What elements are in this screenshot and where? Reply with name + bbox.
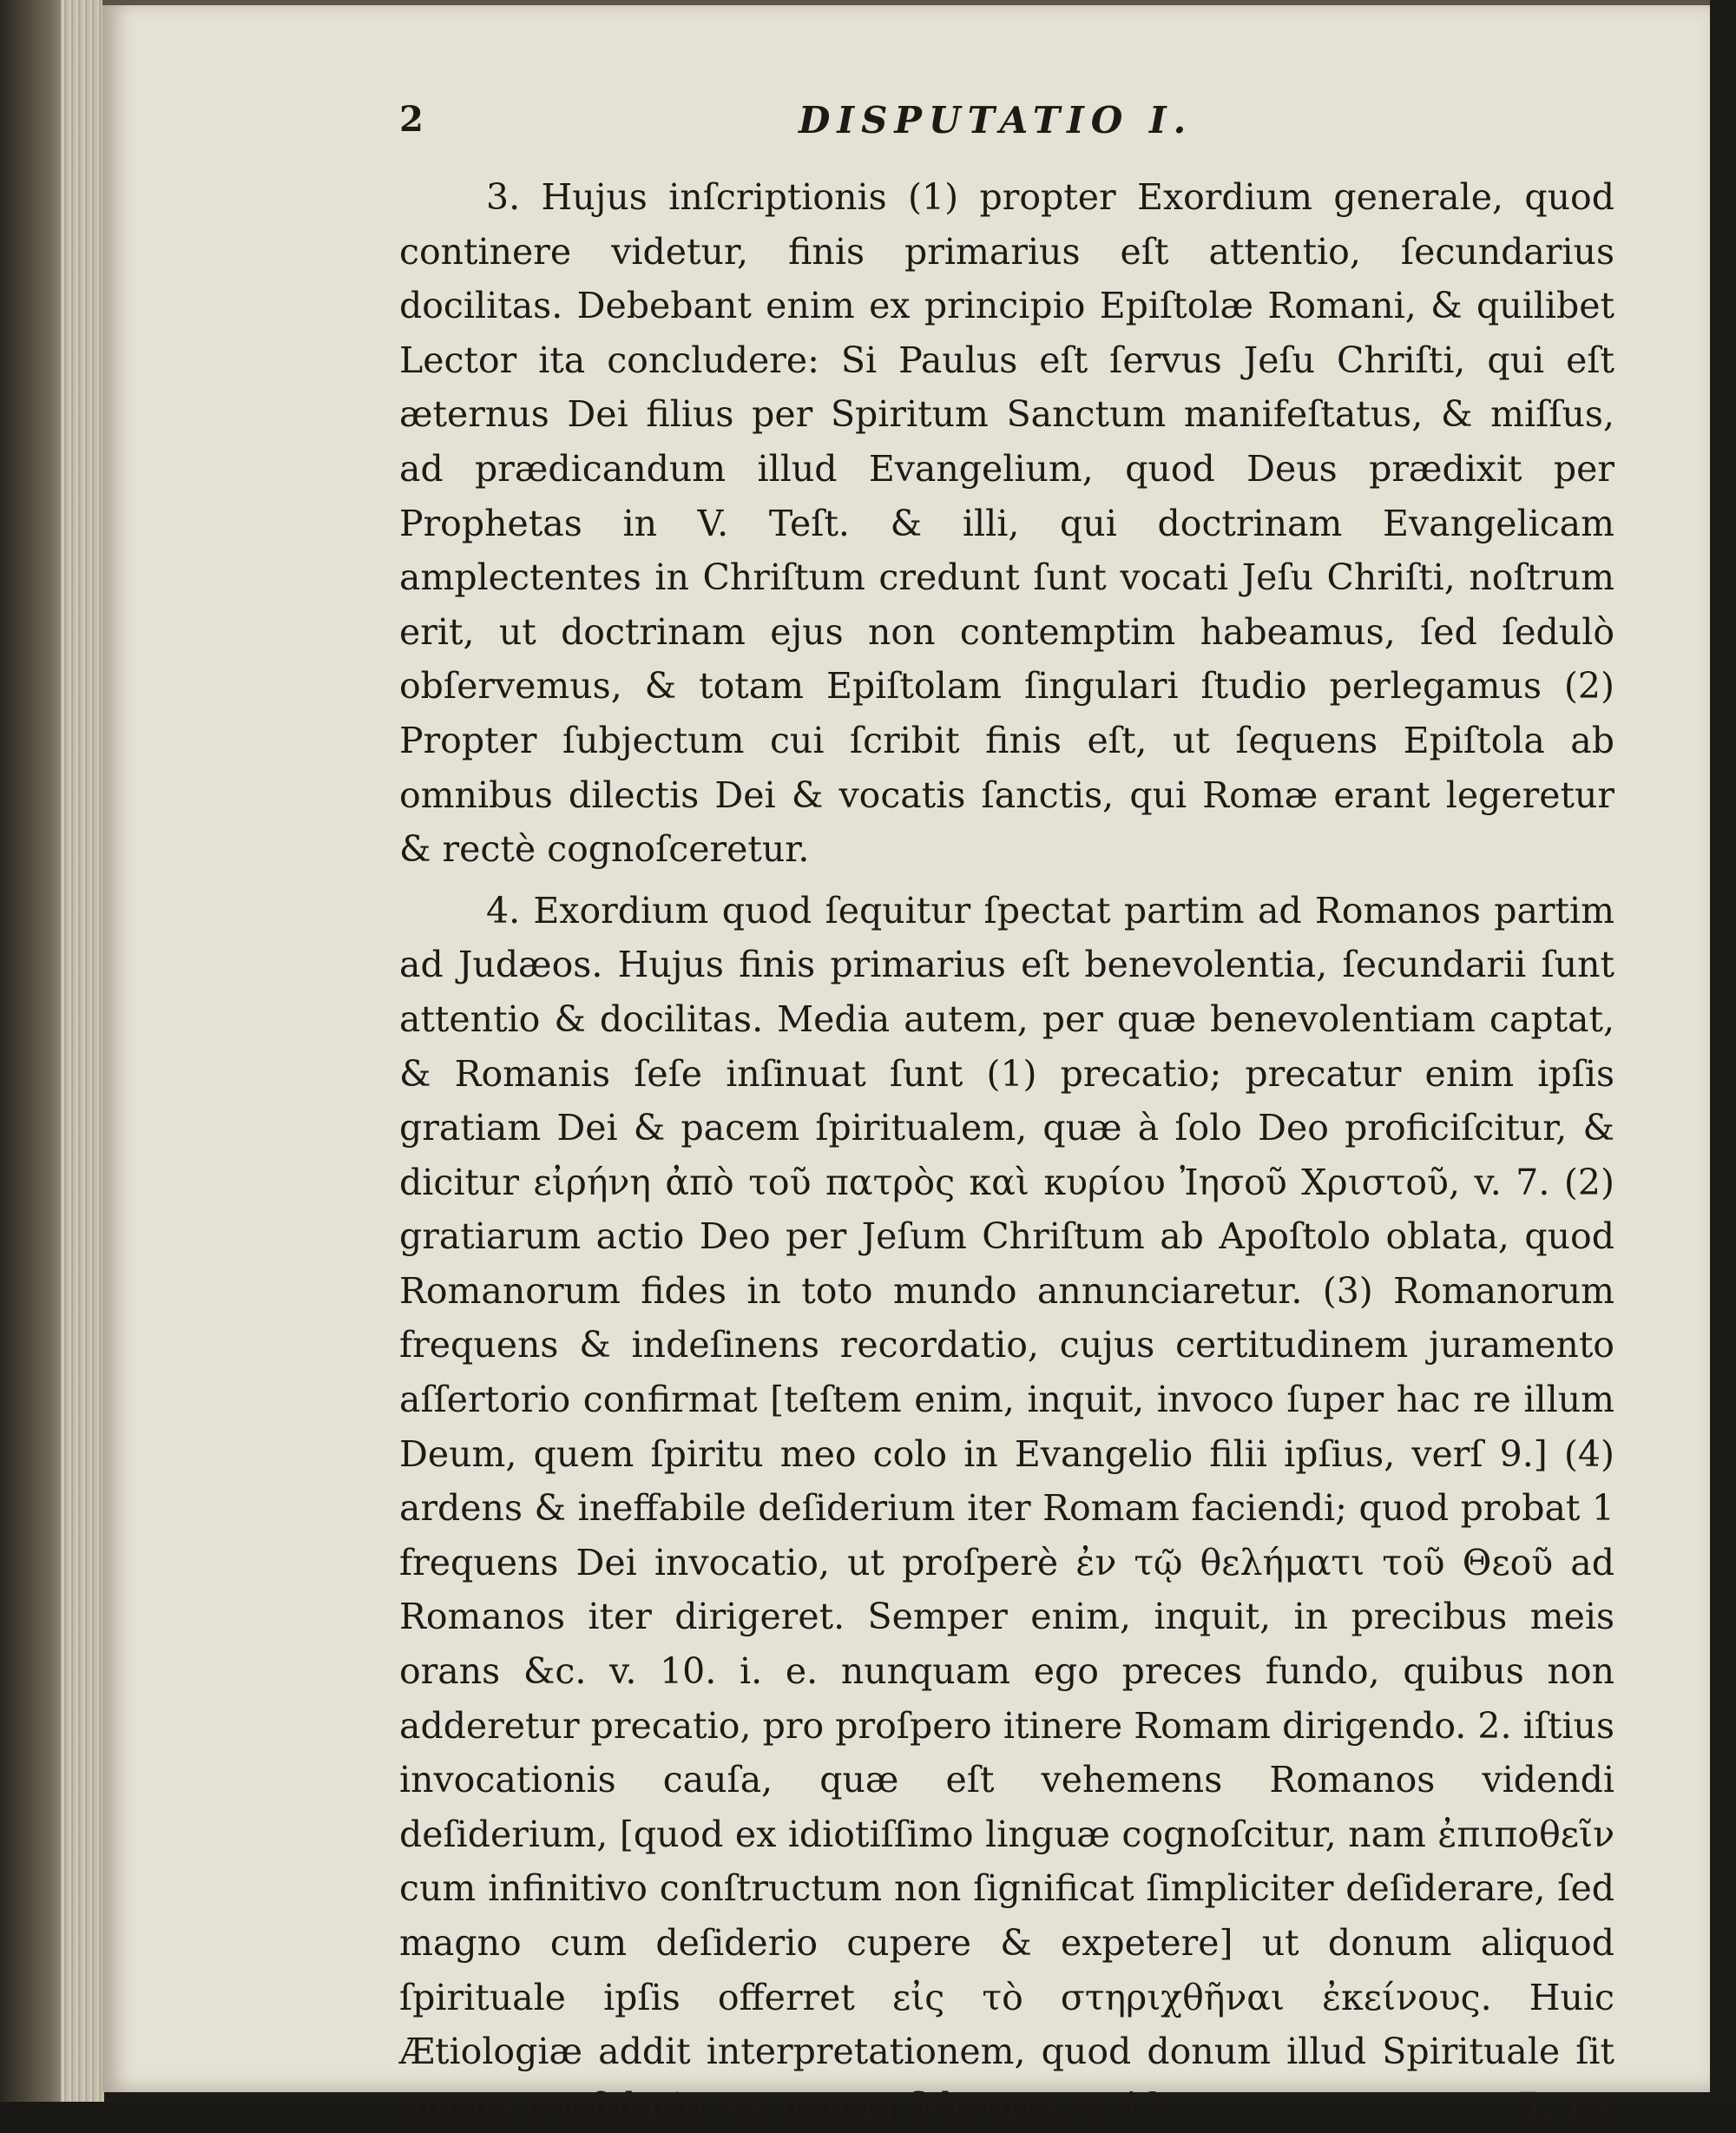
running-head <box>260 87 1606 156</box>
top-border <box>102 0 1710 5</box>
book-binding <box>0 0 61 2102</box>
paragraph-4: 4. Exordium quod ſequitur ſpectat partim ad Romanos partim ad Judæos. Hujus finis primarius eſt benevolentia, ſecundarii ſunt attentio & docilitas. Media autem, per quæ benevolentiam captat, & Romanis ſeſe inſinuat ſunt (1) precatio; precatur enim ipſis gratiam Dei & pacem ſpiritualem, quæ à ſolo Deo proficiſcitur, & dicitur εἰρήνη ἀπὸ τοῦ πατρὸς καὶ κυρίου Ἰησοῦ Χριστοῦ, v. 7. (2) gratiarum actio Deo per Jeſum Chriſtum ab Apoſtolo oblata, quod Romanorum fides in toto mundo annunciaretur. (3) Romanorum frequens & indeſinens recordatio, cujus certitudinem juramento aſſertorio confirmat [teſtem enim, inquit, invoco ſuper hac re illum Deum, quem ſpiritu meo colo in Evangelio filii ipſius, verſ 9.] (4) ardens & ineffabile deſiderium iter Romam faciendi; quod probat 1 frequens Dei invocatio, ut proſperè ἐν τῷ θελήματι τοῦ Θεοῦ ad Romanos iter dirigeret. Semper enim, inquit, in precibus meis orans &c. v. 10. i. e. nunquam ego preces fundo, quibus non adderetur precatio, pro proſpero itinere Romam dirigendo. 2. iſtius invocationis cauſa, quæ eſt vehemens Romanos videndi deſiderium, [quod ex idiotiſſimo linguæ cognoſcitur, nam ἐπιποθεῖν cum infinitivo conſtructum non ſignificat ſimpliciter deſiderare, ſed magno cum deſiderio cupere & expetere] ut donum aliquod ſpirituale ipſis offerret εἰς τὸ στηριχθῆναι ἐκείνους. Huic Ætiologiæ addit interpretationem, quod donum illud Spirituale ſit mutua conſolatio, ex mutua fide orta, v. 12. <box>399 889 1614 2127</box>
page-text-block <box>260 87 1614 2133</box>
running-title: DISPUTATIO I. <box>799 99 1194 142</box>
page-edges <box>61 0 104 2102</box>
catchword: 5. Ex <box>1516 2084 1614 2127</box>
page-number: 2 <box>399 99 424 140</box>
text-body <box>399 170 1614 2133</box>
paragraph-3: 3. Hujus inſcriptionis (1) propter Exordium generale, quod continere videtur, finis primarius eſt attentio, ſecundarius docilitas. Debebant enim ex principio Epiſtolæ Romani, & quilibet Lector ita concludere: Si Paulus eſt ſervus Jeſu Chriſti, qui eſt æternus Dei filius per Spiritum Sanctum manifeſtatus, & miſſus, ad prædicandum illud Evangelium, quod Deus prædixit per Prophetas in V. Teſt. & illi, qui doctrinam Evangelicam amplectentes in Chriſtum credunt ſunt vocati Jeſu Chriſti, noſtrum erit, ut doctrinam ejus non contemptim habeamus, ſed ſedulò obſervemus, & totam Epiſtolam ſingulari ſtudio perlegamus (2) Propter ſubjectum cui ſcribit finis eſt, ut ſequens Epiſtola ab omnibus dilectis Dei & vocatis ſanctis, qui Romæ erant legeretur & rectè cognoſceretur. <box>399 176 1614 871</box>
